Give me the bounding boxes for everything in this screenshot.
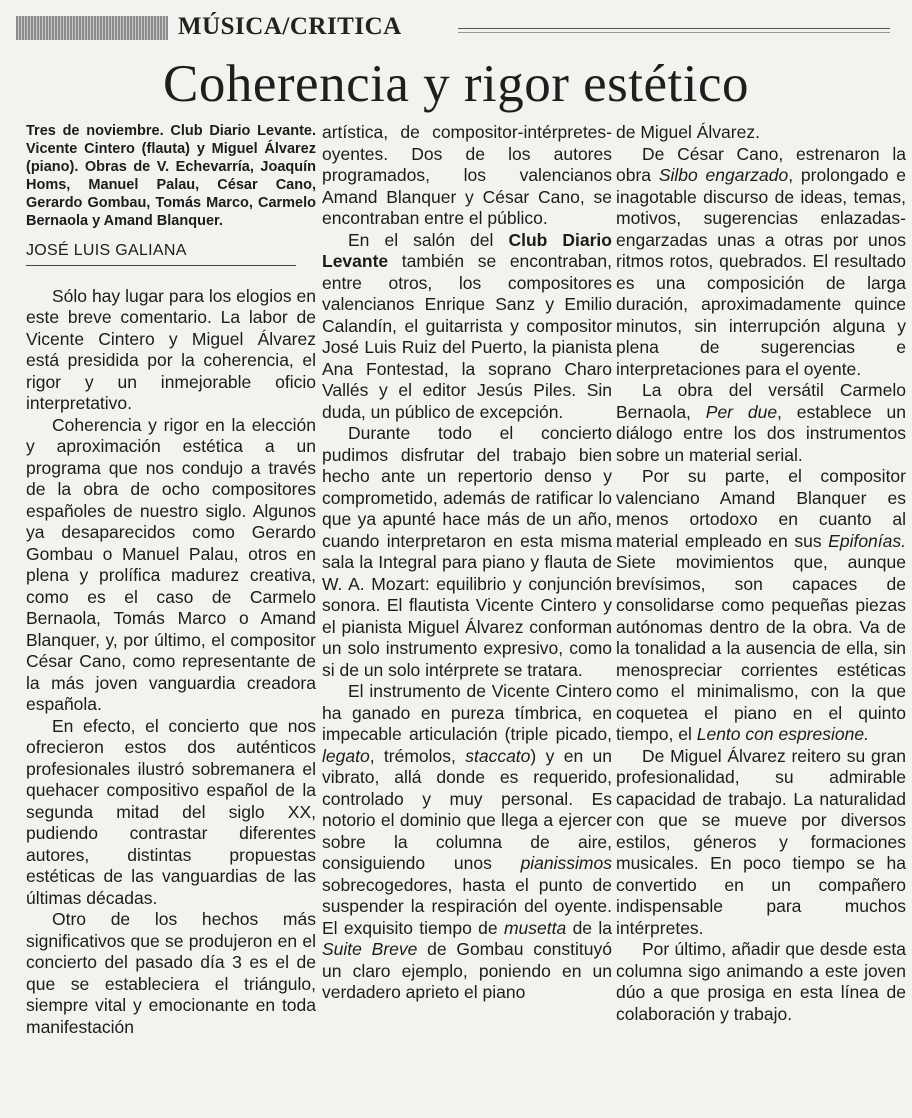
col3-paragraph-4: Por su parte, el compositor valenciano Amand Blanquer es menos ortodoxo en cuanto al material empleado en sus Epifonías. Siete movimientos que, aunque brevísimos, son capaces de consolidarse como pequeñas piezas autónomas dentro de la obra. Va de la tonalidad a la ausencia de ella, sin menospreciar corrientes estéticas como el minimalismo, con la que coquetea el piano en el quinto tiempo, el Lento con espresione.	[616, 466, 906, 744]
col1-paragraph-1: Sólo hay lugar para los elogios en este breve comentario. La labor de Vicente Cintero y Miguel Álvarez está presidida por la coherencia, el rigor y un inmejorable oficio interpretativo.	[26, 285, 316, 413]
col2-paragraph-3: Durante todo el concierto pudimos disfrutar del trabajo bien hecho ante un repertorio denso y comprometido, además de ratificar lo que ya apunté hace más de un año, cuando interpretaron en esta misma sala la Integral para piano y flauta de W. A. Mozart: equilibrio y conjunción sonora. El flautista Vicente Cintero y el pianista Miguel Álvarez conforman un solo instrumento expresivo, como si de un solo intérprete se tratara.	[322, 423, 612, 680]
section-header	[16, 10, 900, 40]
col2-paragraph-1: artística, de compositor-intérpretes-oyentes. Dos de los autores programados, los valencianos Amand Blanquer y César Cano, se encontraban entre el público.	[322, 122, 612, 228]
col3-paragraph-6: Por último, añadir que desde esta columna sigo animando a este joven dúo a que prosiga en esta línea de colaboración y trabajo.	[616, 939, 906, 1024]
col3-paragraph-5: De Miguel Álvarez reitero su gran profesionalidad, su admirable capacidad de trabajo. La naturalidad con que se mueve por diversos estilos, géneros y formaciones musicales. En poco tiempo se ha convertido en un compañero indispensable para muchos intérpretes.	[616, 745, 906, 938]
section-shade-block	[16, 16, 168, 40]
article-byline: JOSÉ LUIS GALIANA	[26, 240, 296, 266]
col1-paragraph-4: Otro de los hechos más significativos que se produjeron en el concierto del pasado día 3 es el de que se estableciera el triángulo, siempre vital y emocionante en toda manifestación	[26, 909, 316, 1037]
article-column-2	[322, 122, 612, 1112]
col3-paragraph-2: De César Cano, estrenaron la obra Silbo engarzado, prolongado e inagotable discurso de ideas, temas, motivos, sugerencias enlazadas-engarzadas unas a otras por unos ritmos rotos, quebrados. El resultado es una composición de larga duración, aproximadamente quince minutos, sin interrupción alguna y plena de sugerencias e interpretaciones para el oyente.	[616, 143, 906, 379]
article-headline: Coherencia y rigor estético	[163, 55, 749, 113]
article-column-1	[26, 122, 316, 1112]
article-column-3	[616, 122, 906, 1112]
section-rule	[458, 28, 890, 29]
col2-paragraph-4: El instrumento de Vicente Cintero ha ganado en pureza tímbrica, en impecable articulación (triple picado, legato, trémolos, staccato) y en un vibrato, allá donde es requerido, controlado y muy personal. Es notorio el dominio que llega a ejercer sobre la columna de aire, consiguiendo unos pianissimos sobrecogedores, hasta el punto de suspender la respiración del oyente. El exquisito tiempo de musetta de la Suite Breve de Gombau constituyó un claro ejemplo, poniendo en un verdadero aprieto el piano	[322, 681, 612, 1002]
col2-paragraph-2: En el salón del Club Diario Levante también se encontraban, entre otros, los compositores valencianos Enrique Sanz y Emilio Calandín, el guitarrista y compositor José Luis Ruiz del Puerto, la pianista Ana Fontestad, la soprano Charo Vallés y el editor Jesús Piles. Sin duda, un público de excepción.	[322, 229, 612, 422]
article-lede: Tres de noviembre. Club Diario Levante. Vicente Cintero (flauta) y Miguel Álvarez (piano). Obras de V. Echevarría, Joaquín Homs, Manuel Palau, César Cano, Gerardo Gombau, Tomás Marco, Carmelo Bernaola y Amand Blanquer.	[26, 123, 316, 229]
venue-name: Club Diario Levante	[322, 229, 612, 271]
col3-paragraph-3: La obra del versátil Carmelo Bernaola, Per due, establece un diálogo entre los dos instrumentos sobre un material serial.	[616, 380, 906, 465]
section-label: MÚSICA/CRITICA	[178, 13, 402, 40]
col1-paragraph-3: En efecto, el concierto que nos ofrecieron estos dos auténticos profesionales ilustró sobremanera el quehacer compositivo español de la segunda mitad del siglo XX, pudiendo contrastar diferentes autores, distintas propuestas estéticas de las vanguardias de las últimas décadas.	[26, 715, 316, 908]
col1-paragraph-2: Coherencia y rigor en la elección y aproximación estética a un programa que nos condujo a través de la obra de ocho compositores españoles de nuestro siglo. Algunos ya desaparecidos como Gerardo Gombau o Manuel Palau, otros en plena y prolífica madurez creativa, como es el caso de Carmelo Bernaola, Tomás Marco o Amand Blanquer, y, por último, el compositor César Cano, como representante de la más joven vanguardia creadora española.	[26, 414, 316, 714]
col3-paragraph-1: de Miguel Álvarez.	[616, 122, 760, 142]
section-rule-secondary	[458, 32, 890, 33]
